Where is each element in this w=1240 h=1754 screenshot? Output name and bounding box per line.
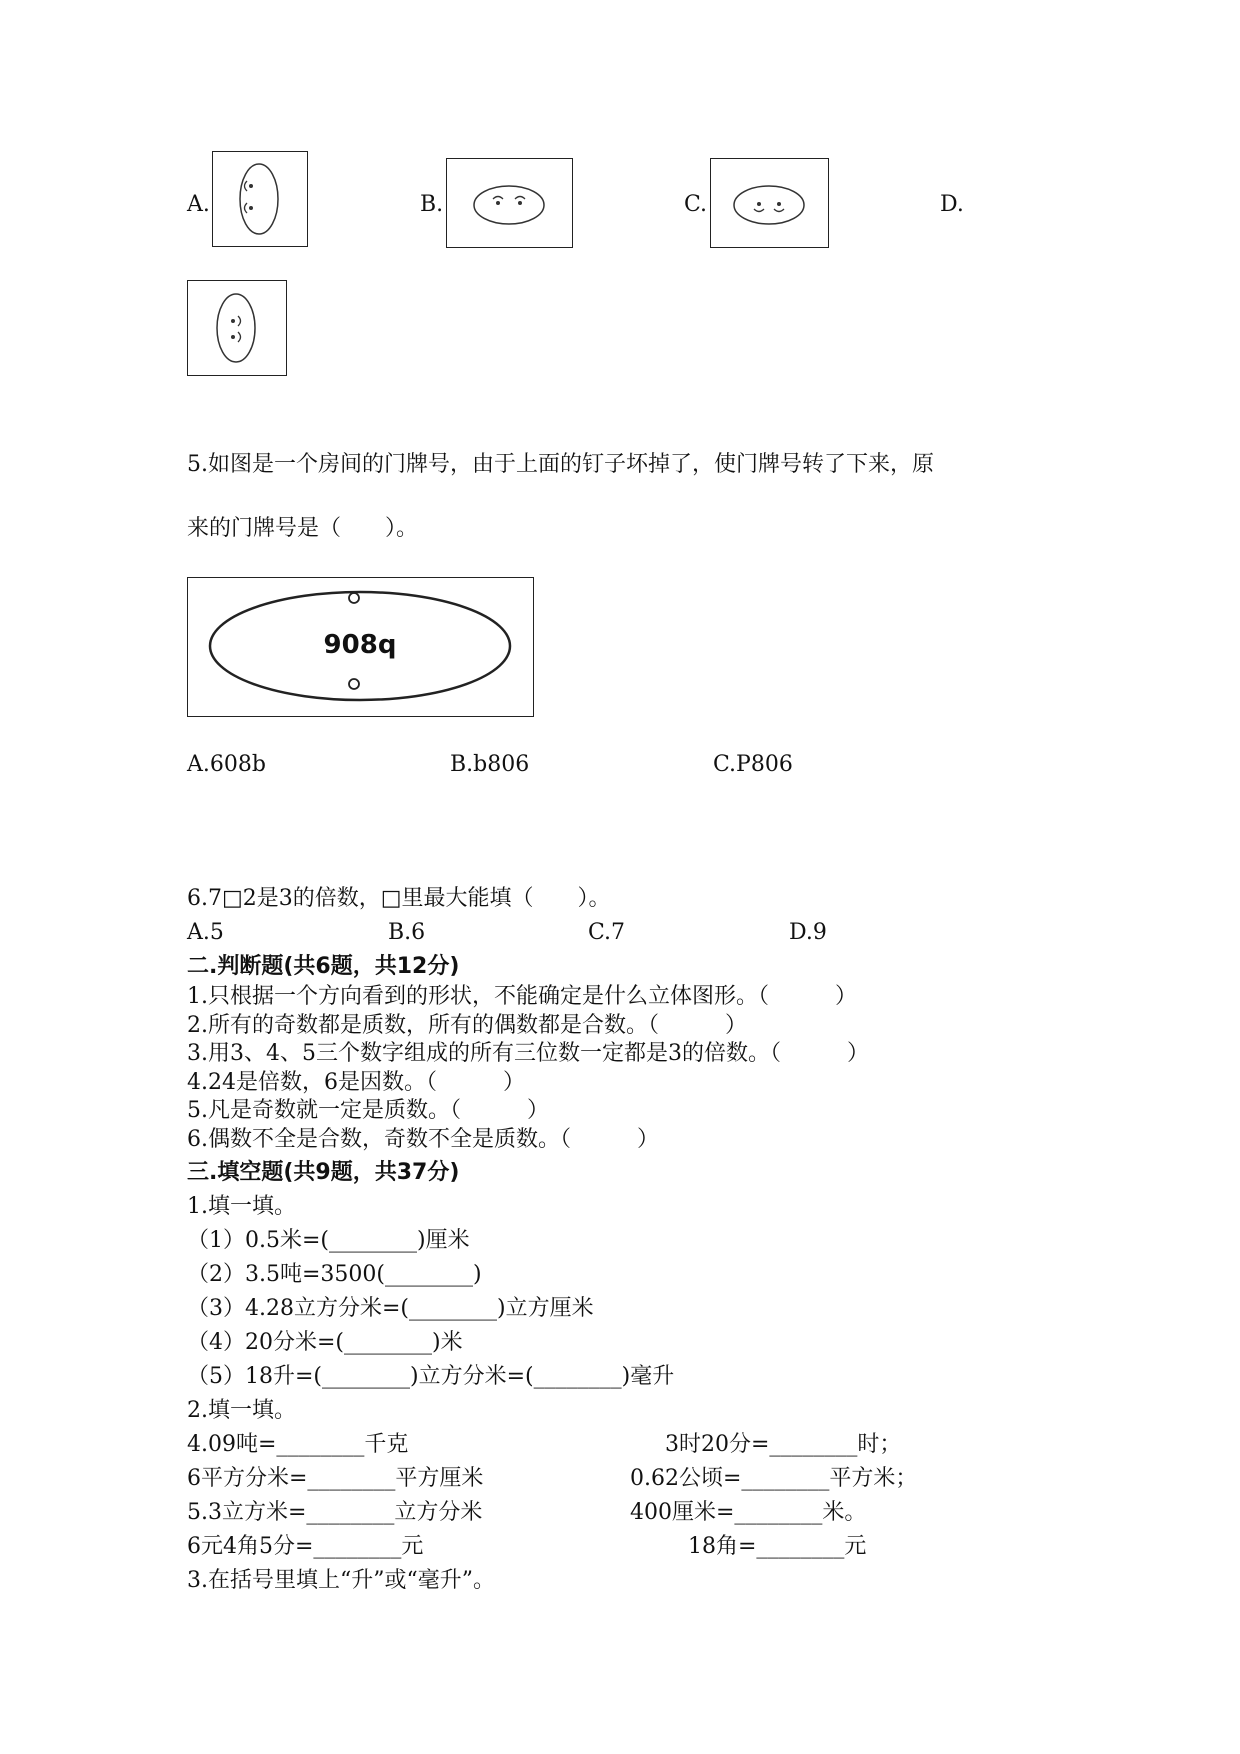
- fill-q2-row-3-right: 400厘米=________米。: [630, 1500, 867, 1525]
- judge-item-4: 4.24是倍数，6是因数。（ ）: [187, 1070, 525, 1095]
- fill-question-2-title: 2.填一填。: [187, 1398, 296, 1423]
- question-6-stem: 6.7□2是3的倍数，□里最大能填（ ）。: [187, 886, 611, 911]
- option-d-label: D.: [940, 192, 964, 217]
- option-a-label: A.: [187, 192, 210, 217]
- option-b-label: B.: [420, 192, 444, 217]
- question-6-option-c: C.7: [588, 920, 626, 945]
- fill-q1-item-4: （4）20分米=(________)米: [187, 1330, 463, 1355]
- question-5-line-2: 来的门牌号是（ ）。: [187, 516, 419, 541]
- fill-q2-row-2-left: 6平方分米=________平方厘米: [187, 1466, 484, 1491]
- fill-q1-item-3: （3）4.28立方分米=(________)立方厘米: [187, 1296, 594, 1321]
- judge-item-2: 2.所有的奇数都是质数，所有的偶数都是合数。（ ）: [187, 1013, 747, 1038]
- section-2-title: 二.判断题(共6题，共12分): [187, 954, 460, 979]
- fill-q1-item-5: （5）18升=(________)立方分米=(________)毫升: [187, 1364, 675, 1389]
- judge-item-1: 1.只根据一个方向看到的形状，不能确定是什么立体图形。（ ）: [187, 984, 857, 1009]
- judge-item-6: 6.偶数不全是合数，奇数不全是质数。（ ）: [187, 1127, 659, 1152]
- question-5-line-1: 5.如图是一个房间的门牌号，由于上面的钉子坏掉了，使门牌号转了下来，原: [187, 452, 934, 477]
- option-b-face-image: [446, 158, 573, 248]
- fill-q2-row-4-right: 18角=________元: [688, 1534, 867, 1559]
- question-6-option-d: D.9: [789, 920, 827, 945]
- question-6-option-b: B.6: [388, 920, 426, 945]
- option-c-label: C.: [684, 192, 708, 217]
- fill-q1-item-1: （1）0.5米=(________)厘米: [187, 1228, 470, 1253]
- question-6-option-a: A.5: [187, 920, 224, 945]
- fill-q2-row-1-left: 4.09吨=________千克: [187, 1432, 409, 1457]
- option-c-face-image: [710, 158, 829, 248]
- question-5-option-b: B.b806: [450, 752, 530, 777]
- fill-q2-row-4-left: 6元4角5分=________元: [187, 1534, 424, 1559]
- judge-item-3: 3.用3、4、5三个数字组成的所有三位数一定都是3的倍数。（ ）: [187, 1041, 869, 1066]
- fill-q2-row-2-right: 0.62公顷=________平方米；: [630, 1466, 918, 1491]
- fill-q1-item-2: （2）3.5吨=3500(________): [187, 1262, 482, 1287]
- door-plate-number: 908q: [323, 630, 397, 660]
- option-a-face-image: [212, 151, 308, 247]
- option-d-face-image: [187, 280, 287, 376]
- section-3-title: 三.填空题(共9题，共37分): [187, 1160, 460, 1185]
- fill-q2-row-1-right: 3时20分=________时；: [665, 1432, 902, 1457]
- fill-question-3-title: 3.在括号里填上“升”或“毫升”。: [187, 1568, 495, 1593]
- door-plate-image: [187, 577, 534, 717]
- question-5-option-c: C.P806: [713, 752, 793, 777]
- fill-question-1-title: 1.填一填。: [187, 1194, 296, 1219]
- judge-item-5: 5.凡是奇数就一定是质数。（ ）: [187, 1098, 549, 1123]
- question-5-option-a: A.608b: [187, 752, 266, 777]
- fill-q2-row-3-left: 5.3立方米=________立方分米: [187, 1500, 483, 1525]
